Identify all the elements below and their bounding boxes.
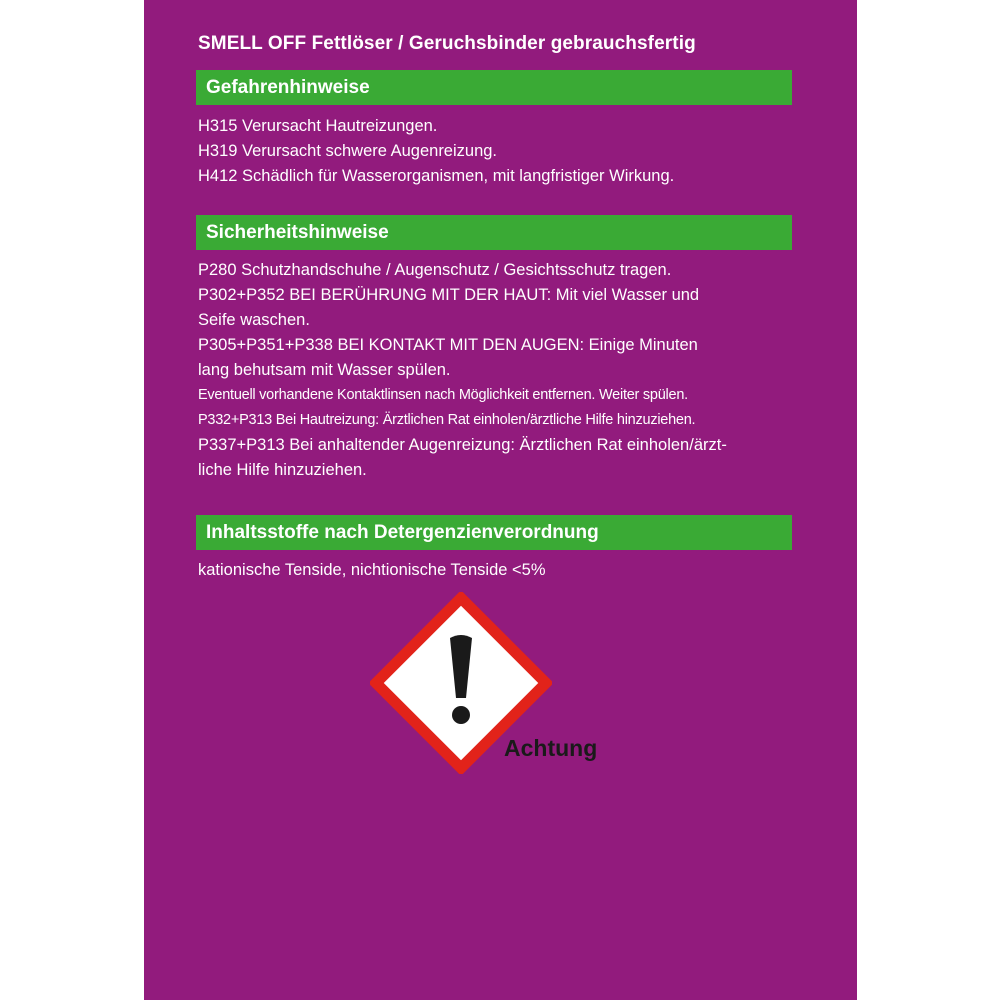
precautionary-statement: Eventuell vorhandene Kontaktlinsen nach Möglichkeit entfernen. Weiter spülen.	[198, 387, 688, 403]
signal-word: Achtung	[504, 735, 598, 761]
ingredients-heading: Inhaltsstoffe nach Detergenzienverordnung	[196, 515, 792, 550]
precautionary-statement: P337+P313 Bei anhaltender Augenreizung: Ärztlichen Rat einholen/ärzt-	[198, 436, 727, 454]
precautionary-statements-heading: Sicherheitshinweise	[196, 215, 792, 250]
product-title: SMELL OFF Fettlöser / Geruchsbinder gebrauchsfertig	[198, 33, 696, 54]
hazard-statements-heading: Gefahrenhinweise	[196, 70, 792, 105]
precautionary-statements-list	[198, 258, 727, 483]
precautionary-statement: lang behutsam mit Wasser spülen.	[198, 361, 451, 379]
hazard-statements-list	[198, 114, 674, 189]
ingredients-text: kationische Tenside, nichtionische Tenside <5%	[198, 561, 546, 579]
precautionary-statement: P302+P352 BEI BERÜHRUNG MIT DER HAUT: Mit viel Wasser und	[198, 286, 700, 304]
precautionary-statement: P280 Schutzhandschuhe / Augenschutz / Gesichtsschutz tragen.	[198, 261, 672, 279]
precautionary-statement: liche Hilfe hinzuziehen.	[198, 461, 367, 479]
safety-label	[144, 0, 857, 1000]
precautionary-statement: P305+P351+P338 BEI KONTAKT MIT DEN AUGEN: Einige Minuten	[198, 336, 698, 354]
precautionary-statement: Seife waschen.	[198, 311, 310, 329]
hazard-statement: H315 Verursacht Hautreizungen.	[198, 117, 438, 135]
hazard-statement: H319 Verursacht schwere Augenreizung.	[198, 142, 498, 160]
precautionary-statement: P332+P313 Bei Hautreizung: Ärztlichen Rat einholen/ärztliche Hilfe hinzuziehen.	[198, 412, 696, 428]
hazard-statement: H412 Schädlich für Wasserorganismen, mit langfristiger Wirkung.	[198, 167, 675, 185]
